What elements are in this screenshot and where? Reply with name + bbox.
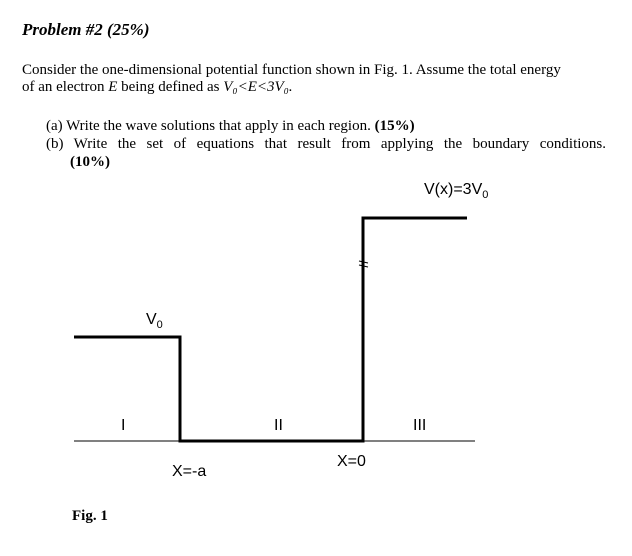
x-left-label: X=-a [172, 463, 207, 480]
part-b-text: (b) Write the set of equations that result from applying the boundary conditions. [46, 136, 606, 152]
region-3-label: III [413, 417, 427, 434]
figure-caption: Fig. 1 [72, 508, 108, 524]
part-b-weight: (10%) [70, 154, 110, 170]
energy-symbol: E [108, 79, 118, 95]
intro-line-1: Consider the one-dimensional potential function shown in Fig. 1. Assume the total energy [22, 62, 561, 78]
region-1-label: I [121, 417, 126, 434]
intro-line-2b: being defined as [117, 79, 224, 95]
right-potential-label: $V(x)=3V_0$ [424, 181, 489, 201]
left-potential-label: $V_0$ [146, 311, 163, 331]
part-a-text: (a) Write the wave solutions that apply in each region. [46, 118, 375, 134]
potential-profile [74, 218, 467, 441]
part-a-weight: (15%) [374, 118, 415, 134]
x-right-label: X=0 [337, 453, 366, 470]
intro-line-2a: of an electron [22, 79, 109, 95]
problem-title: Problem #2 (25%) [22, 20, 150, 39]
region-2-label: II [274, 417, 283, 434]
energy-condition: V₀<E<3V₀. [223, 79, 293, 95]
